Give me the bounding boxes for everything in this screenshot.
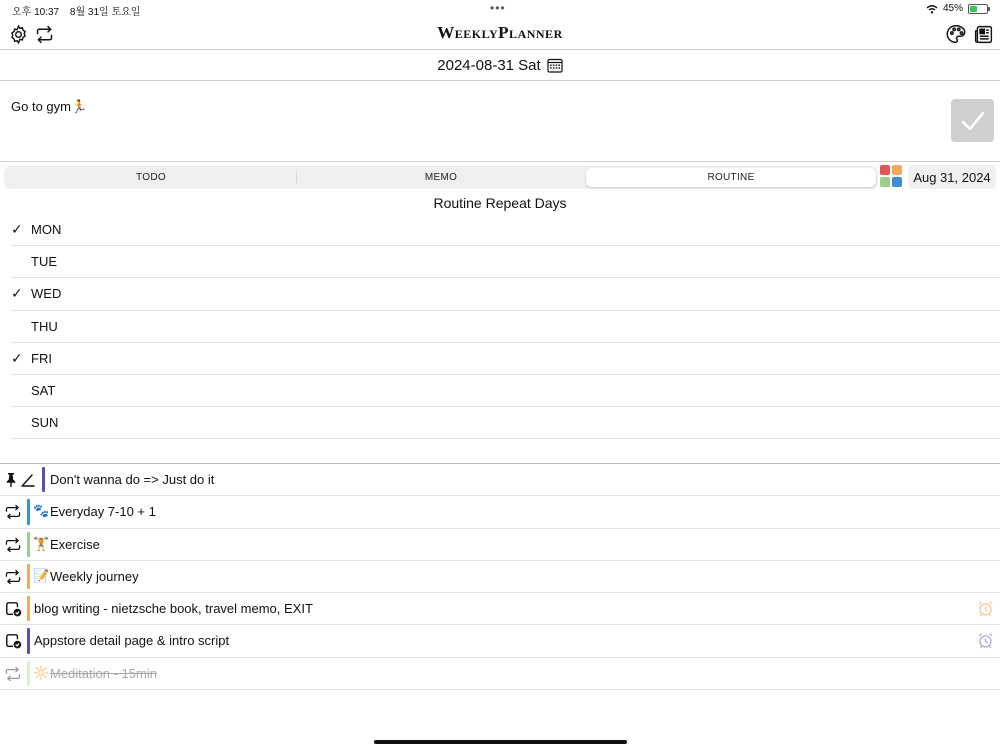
task-label: Exercise: [50, 536, 100, 552]
task-check-icon[interactable]: [4, 601, 22, 617]
home-indicator[interactable]: [374, 740, 627, 744]
task-label: blog writing - nietzsche book, travel memo, EXIT: [34, 601, 313, 617]
repeat-icon[interactable]: [4, 504, 22, 520]
repeat-icon[interactable]: [4, 537, 22, 553]
palette-swatch: [880, 165, 890, 175]
status-date: 8월 31일 토요일: [69, 7, 141, 18]
complete-checkbox[interactable]: [951, 99, 994, 142]
task-color-bar: [27, 661, 30, 686]
app-title: WeeklyPlanner: [437, 23, 563, 42]
task-emoji: 📝: [33, 567, 50, 583]
task-row[interactable]: [0, 593, 1000, 625]
day-row-sat[interactable]: [11, 375, 1000, 407]
multitasking-dots[interactable]: •••: [490, 1, 506, 15]
wifi-icon: [926, 4, 938, 14]
task-label: Everyday 7-10 + 1: [50, 504, 156, 520]
date-selector[interactable]: [0, 50, 1000, 81]
palette-swatch: [892, 177, 902, 187]
check-icon: ✓: [11, 221, 23, 238]
task-color-bar: [27, 532, 30, 557]
day-row-wed[interactable]: [11, 278, 1000, 310]
status-right: [926, 3, 988, 14]
day-row-thu[interactable]: [11, 311, 1000, 343]
task-color-bar: [27, 628, 30, 653]
repeat-icon[interactable]: [4, 666, 22, 682]
day-label: SAT: [31, 383, 56, 399]
current-date: 2024-08-31 Sat: [437, 56, 541, 74]
tab-label: ROUTINE: [707, 172, 755, 183]
date-chip[interactable]: Aug 31, 2024: [908, 165, 996, 189]
newspaper-icon[interactable]: [972, 23, 994, 45]
pin-icon[interactable]: [4, 472, 40, 488]
color-filter-button[interactable]: [880, 165, 903, 188]
status-time: 오후 10:37: [12, 7, 60, 18]
memo-text-label: Go to gym: [11, 99, 71, 114]
task-row[interactable]: [0, 496, 1000, 528]
tab-routine[interactable]: [586, 168, 876, 187]
task-row[interactable]: [0, 529, 1000, 561]
palette-swatch: [892, 165, 902, 175]
palette-icon[interactable]: [945, 23, 967, 45]
day-label: TUE: [31, 254, 57, 270]
task-label: Don't wanna do => Just do it: [50, 472, 215, 487]
tab-todo[interactable]: [6, 168, 296, 187]
task-label: Appstore detail page & intro script: [34, 633, 230, 649]
day-row-mon[interactable]: [11, 214, 1000, 246]
tabs-row: [0, 165, 1000, 190]
battery-icon: [968, 4, 988, 14]
segmented-control: [4, 166, 878, 189]
task-color-bar: [27, 499, 30, 524]
task-row[interactable]: [0, 561, 1000, 593]
task-label: Weekly journey: [50, 568, 139, 584]
alarm-icon[interactable]: [977, 600, 994, 617]
status-bar: [0, 0, 1000, 18]
task-row[interactable]: [0, 625, 1000, 657]
day-row-tue[interactable]: [11, 246, 1000, 278]
day-label: FRI: [31, 350, 52, 366]
task-emoji: 🏋: [33, 535, 50, 551]
routine-days-list: [11, 214, 1000, 439]
daily-memo[interactable]: [0, 81, 1000, 162]
tab-memo[interactable]: [296, 168, 586, 187]
task-emoji: 🐾: [33, 503, 50, 519]
day-label: WED: [31, 286, 62, 302]
repeat-icon[interactable]: [4, 569, 22, 585]
alarm-icon[interactable]: [977, 632, 994, 649]
checkmark-icon: [960, 110, 986, 132]
day-label: THU: [31, 318, 58, 334]
calendar-icon: [547, 58, 563, 73]
task-list: [0, 464, 1000, 690]
status-left: [12, 3, 148, 18]
day-label: MON: [31, 222, 62, 238]
tab-label: TODO: [136, 172, 166, 183]
battery-percent: 45%: [942, 3, 963, 14]
check-icon: ✓: [11, 349, 23, 366]
task-color-bar: [42, 467, 45, 492]
memo-text[interactable]: [11, 99, 87, 115]
task-emoji: 🔆: [33, 664, 50, 680]
task-row[interactable]: [0, 658, 1000, 690]
routine-section-title: Routine Repeat Days: [433, 195, 567, 211]
palette-swatch: [880, 177, 890, 187]
task-row[interactable]: [0, 464, 1000, 496]
nav-bar: [0, 18, 1000, 50]
task-color-bar: [27, 564, 30, 589]
day-row-sun[interactable]: [11, 407, 1000, 439]
day-row-fri[interactable]: [11, 343, 1000, 375]
task-color-bar: [27, 596, 30, 621]
check-icon: ✓: [11, 285, 23, 302]
task-check-icon[interactable]: [4, 633, 22, 649]
day-label: SUN: [31, 415, 59, 431]
memo-emoji: 🏃: [70, 99, 88, 114]
task-label: Meditation - 15min: [50, 665, 157, 681]
tab-label: MEMO: [424, 172, 458, 183]
